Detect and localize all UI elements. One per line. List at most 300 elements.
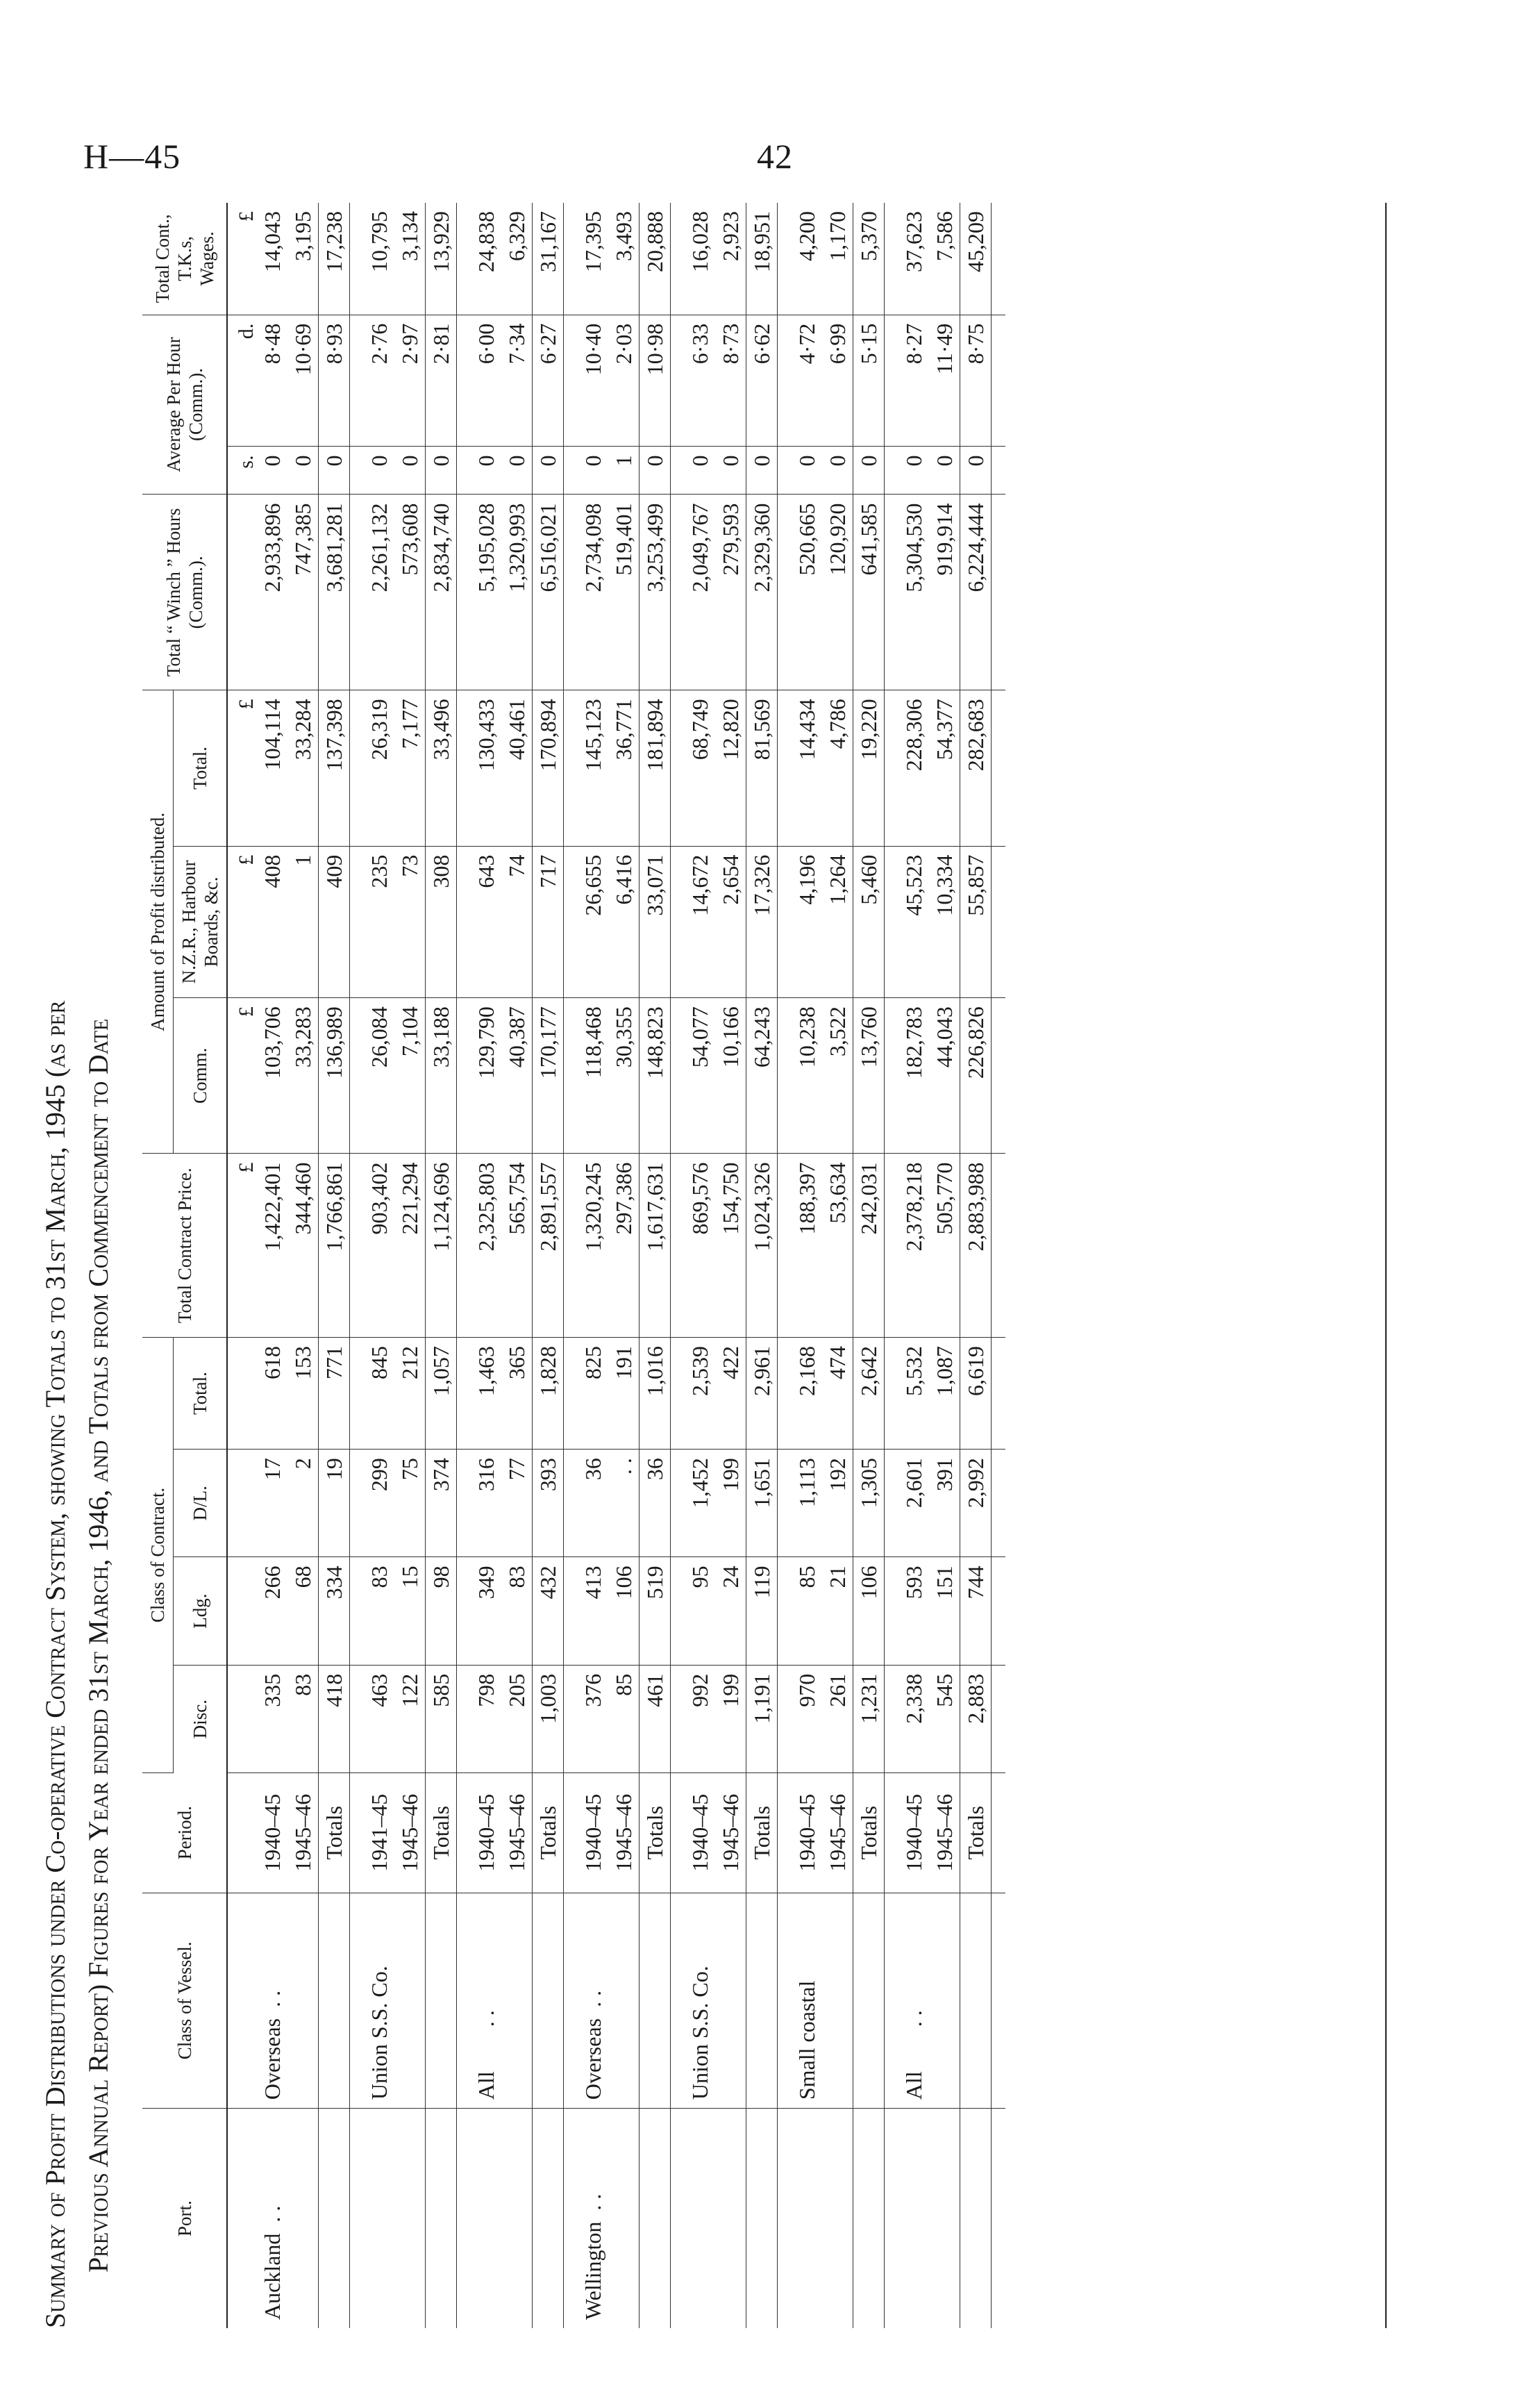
cell-d: 7·34: [501, 315, 533, 447]
cell-tks: 3,195: [287, 203, 319, 315]
row-spacer: [564, 203, 578, 2328]
cell-ldg: 106: [608, 1557, 639, 1665]
cell-period: 1940–45: [792, 1773, 822, 1893]
cell-dl: 316: [471, 1450, 501, 1557]
table-row: [287, 203, 319, 2328]
cell-s: 0: [960, 447, 992, 495]
cell-disc: 85: [608, 1665, 639, 1772]
cell-vessel: Union S.S. Co.: [685, 1893, 715, 2109]
empty-cell: [715, 1893, 746, 2109]
cell-ldg: 593: [898, 1557, 929, 1665]
totals-row: [746, 203, 778, 2328]
cell-nzr: 1: [287, 846, 319, 998]
cell-pt: 7,177: [394, 690, 426, 846]
cell-disc: 461: [639, 1665, 671, 1772]
cell-winch: 6,224,444: [960, 495, 992, 690]
cell-d: 2·81: [426, 315, 457, 447]
cell-comm: 40,387: [501, 998, 533, 1154]
cell-nzr: 308: [426, 846, 457, 998]
empty-cell: [394, 2109, 426, 2328]
col-average-per-hour: Average Per Hour (Comm.).: [142, 315, 227, 495]
cell-period: 1945–46: [715, 1773, 746, 1893]
cell-disc: 122: [394, 1665, 426, 1772]
cell-ct: 618: [257, 1338, 287, 1450]
cell-price: 1,320,245: [578, 1154, 608, 1338]
vessel-label: Overseas: [580, 2018, 605, 2100]
cell-period: Totals: [639, 1773, 671, 1893]
table-row: [929, 203, 960, 2328]
cell-s: 0: [746, 447, 778, 495]
row-spacer: [778, 203, 792, 2328]
col-profit-total: Total.: [174, 690, 228, 846]
cell-s: 0: [394, 447, 426, 495]
cell-ldg: 432: [533, 1557, 564, 1665]
cell-price: 1,766,861: [319, 1154, 350, 1338]
cell-pt: 145,123: [578, 690, 608, 846]
empty-cell: [960, 1893, 992, 2109]
empty-cell: [501, 1893, 533, 2109]
cell-pt: 26,319: [364, 690, 394, 846]
cell-price: 221,294: [394, 1154, 426, 1338]
cell-tks: 13,929: [426, 203, 457, 315]
cell-ldg: 83: [501, 1557, 533, 1665]
cell-disc: 992: [685, 1665, 715, 1772]
cell-d: 4·72: [792, 315, 822, 447]
cell-pt: 282,683: [960, 690, 992, 846]
table-row: [685, 203, 715, 2328]
cell-s: 0: [287, 447, 319, 495]
cell-ct: 845: [364, 1338, 394, 1450]
cell-price: 2,378,218: [898, 1154, 929, 1338]
cell-period: Totals: [426, 1773, 457, 1893]
totals-row: [319, 203, 350, 2328]
cell-nzr: 643: [471, 846, 501, 998]
cell-dl: 19: [319, 1450, 350, 1557]
cell-comm: 10,238: [792, 998, 822, 1154]
cell-pt: 36,771: [608, 690, 639, 846]
cell-s: 0: [533, 447, 564, 495]
cell-pt: 19,220: [853, 690, 885, 846]
cell-vessel: [898, 1893, 929, 2109]
cell-s: 0: [319, 447, 350, 495]
empty-cell: [792, 2109, 822, 2328]
cell-winch: 2,734,098: [578, 495, 608, 690]
cell-winch: 2,329,360: [746, 495, 778, 690]
col-period: Period.: [142, 1773, 227, 1893]
cell-disc: 585: [426, 1665, 457, 1772]
cell-ldg: 95: [685, 1557, 715, 1665]
table-row: [898, 203, 929, 2328]
cell-nzr: 10,334: [929, 846, 960, 998]
empty-cell: [471, 2109, 501, 2328]
cell-price: 1,617,631: [639, 1154, 671, 1338]
cell-d: 10·40: [578, 315, 608, 447]
cell-ldg: 24: [715, 1557, 746, 1665]
cell-nzr: 14,672: [685, 846, 715, 998]
table-row: [257, 203, 287, 2328]
cell-ldg: 85: [792, 1557, 822, 1665]
cell-ct: 825: [578, 1338, 608, 1450]
cell-period: 1940–45: [471, 1773, 501, 1893]
cell-pt: 104,114: [257, 690, 287, 846]
cell-price: 505,770: [929, 1154, 960, 1338]
cell-tks: 17,238: [319, 203, 350, 315]
cell-dl: 1,651: [746, 1450, 778, 1557]
cell-s: 0: [364, 447, 394, 495]
cell-period: 1940–45: [578, 1773, 608, 1893]
cell-dl: 17: [257, 1450, 287, 1557]
empty-cell: [533, 2109, 564, 2328]
cell-price: 2,883,988: [960, 1154, 992, 1338]
cell-d: 6·33: [685, 315, 715, 447]
cell-price: 1,422,401: [257, 1154, 287, 1338]
cell-ct: 1,828: [533, 1338, 564, 1450]
cell-period: Totals: [960, 1773, 992, 1893]
cell-tks: 2,923: [715, 203, 746, 315]
cell-pt: 33,284: [287, 690, 319, 846]
cell-ct: 5,532: [898, 1338, 929, 1450]
empty-cell: [639, 2109, 671, 2328]
cell-vessel: Small coastal: [792, 1893, 822, 2109]
cell-nzr: 26,655: [578, 846, 608, 998]
profit-distribution-table: [142, 203, 1005, 2328]
cell-dl: 192: [822, 1450, 853, 1557]
cell-s: 0: [715, 447, 746, 495]
cell-ct: 474: [822, 1338, 853, 1450]
cell-period: 1940–45: [257, 1773, 287, 1893]
cell-d: 2·97: [394, 315, 426, 447]
cell-ct: 365: [501, 1338, 533, 1450]
cell-d: 2·76: [364, 315, 394, 447]
col-disc: Disc.: [174, 1665, 228, 1772]
empty-cell: [685, 2109, 715, 2328]
cell-ldg: 413: [578, 1557, 608, 1665]
cell-nzr: 408: [257, 846, 287, 998]
cell-dl: 77: [501, 1450, 533, 1557]
cell-ct: 1,087: [929, 1338, 960, 1450]
cell-winch: 6,516,021: [533, 495, 564, 690]
cell-pt: 181,894: [639, 690, 671, 846]
cell-ct: 2,539: [685, 1338, 715, 1450]
cell-comm: 182,783: [898, 998, 929, 1154]
cell-dl: 1,305: [853, 1450, 885, 1557]
unit-shillings: s.: [227, 447, 257, 495]
cell-nzr: 55,857: [960, 846, 992, 998]
cell-period: Totals: [533, 1773, 564, 1893]
empty-cell: [608, 2109, 639, 2328]
row-spacer: [671, 203, 685, 2328]
col-vessel: Class of Vessel.: [142, 1893, 227, 2109]
cell-period: 1941–45: [364, 1773, 394, 1893]
vessel-leader-dots: . .: [901, 2010, 926, 2072]
cell-nzr: 74: [501, 846, 533, 998]
cell-tks: 20,888: [639, 203, 671, 315]
cell-ct: 153: [287, 1338, 319, 1450]
cell-tks: 31,167: [533, 203, 564, 315]
cell-period: Totals: [746, 1773, 778, 1893]
empty-cell: [426, 2109, 457, 2328]
cell-s: 0: [792, 447, 822, 495]
cell-disc: 261: [822, 1665, 853, 1772]
cell-winch: 2,834,740: [426, 495, 457, 690]
cell-comm: 33,283: [287, 998, 319, 1154]
cell-d: 8·27: [898, 315, 929, 447]
table-row: [608, 203, 639, 2328]
cell-comm: 26,084: [364, 998, 394, 1154]
cell-pt: 228,306: [898, 690, 929, 846]
unit-pound: £: [227, 846, 257, 998]
cell-pt: 170,894: [533, 690, 564, 846]
cell-tks: 16,028: [685, 203, 715, 315]
cell-pt: 4,786: [822, 690, 853, 846]
empty-cell: [364, 2109, 394, 2328]
cell-tks: 10,795: [364, 203, 394, 315]
cell-comm: 64,243: [746, 998, 778, 1154]
cell-dl: 299: [364, 1450, 394, 1557]
cell-dl: 199: [715, 1450, 746, 1557]
cell-ldg: 21: [822, 1557, 853, 1665]
cell-price: 869,576: [685, 1154, 715, 1338]
cell-tks: 3,493: [608, 203, 639, 315]
cell-ct: 1,463: [471, 1338, 501, 1450]
cell-disc: 1,231: [853, 1665, 885, 1772]
cell-ldg: 349: [471, 1557, 501, 1665]
port-label: Wellington: [580, 2221, 605, 2320]
cell-dl: 374: [426, 1450, 457, 1557]
cell-s: 0: [685, 447, 715, 495]
cell-ldg: 98: [426, 1557, 457, 1665]
cell-comm: 7,104: [394, 998, 426, 1154]
cell-comm: 3,522: [822, 998, 853, 1154]
cell-tks: 17,395: [578, 203, 608, 315]
cell-s: 0: [578, 447, 608, 495]
cell-ct: 2,642: [853, 1338, 885, 1450]
cell-nzr: 2,654: [715, 846, 746, 998]
cell-ldg: 68: [287, 1557, 319, 1665]
cell-dl: . .: [608, 1450, 639, 1557]
cell-s: 0: [929, 447, 960, 495]
col-group-profit: Amount of Profit distributed.: [142, 690, 174, 1154]
vessel-label: All: [901, 2071, 926, 2100]
cell-price: 53,634: [822, 1154, 853, 1338]
port-leader-dots: . .: [260, 2205, 285, 2234]
cell-nzr: 73: [394, 846, 426, 998]
cell-tks: 4,200: [792, 203, 822, 315]
cell-winch: 919,914: [929, 495, 960, 690]
cell-nzr: 5,460: [853, 846, 885, 998]
cell-ct: 1,016: [639, 1338, 671, 1450]
table-row: [792, 203, 822, 2328]
empty-cell: [394, 1893, 426, 2109]
cell-disc: 376: [578, 1665, 608, 1772]
cell-comm: 103,706: [257, 998, 287, 1154]
col-comm: Comm.: [174, 998, 228, 1154]
cell-comm: 54,077: [685, 998, 715, 1154]
cell-dl: 75: [394, 1450, 426, 1557]
cell-ldg: 519: [639, 1557, 671, 1665]
table-bottom-rule: [1385, 203, 1387, 2328]
cell-price: 1,024,326: [746, 1154, 778, 1338]
cell-s: 0: [257, 447, 287, 495]
cell-price: 297,386: [608, 1154, 639, 1338]
cell-period: 1945–46: [287, 1773, 319, 1893]
cell-winch: 5,304,530: [898, 495, 929, 690]
cell-d: 8·75: [960, 315, 992, 447]
cell-port: [257, 2109, 287, 2328]
cell-price: 1,124,696: [426, 1154, 457, 1338]
cell-price: 242,031: [853, 1154, 885, 1338]
cell-winch: 519,401: [608, 495, 639, 690]
cell-s: 0: [853, 447, 885, 495]
col-contract-price: Total Contract Price.: [142, 1154, 227, 1338]
vessel-leader-dots: . .: [260, 1990, 285, 2018]
cell-ldg: 744: [960, 1557, 992, 1665]
cell-period: 1945–46: [394, 1773, 426, 1893]
empty-cell: [533, 1893, 564, 2109]
table-row: [715, 203, 746, 2328]
cell-s: 0: [471, 447, 501, 495]
cell-ct: 212: [394, 1338, 426, 1450]
empty-cell: [853, 1893, 885, 2109]
row-spacer: [885, 203, 899, 2328]
cell-ct: 771: [319, 1338, 350, 1450]
cell-d: 5·15: [853, 315, 885, 447]
cell-ct: 6,619: [960, 1338, 992, 1450]
cell-winch: 573,608: [394, 495, 426, 690]
cell-d: 6·99: [822, 315, 853, 447]
cell-pt: 130,433: [471, 690, 501, 846]
cell-nzr: 1,264: [822, 846, 853, 998]
col-ldg: Ldg.: [174, 1557, 228, 1665]
empty-cell: [501, 2109, 533, 2328]
cell-s: 1: [608, 447, 639, 495]
cell-comm: 44,043: [929, 998, 960, 1154]
cell-disc: 2,338: [898, 1665, 929, 1772]
cell-ldg: 334: [319, 1557, 350, 1665]
cell-winch: 279,593: [715, 495, 746, 690]
cell-winch: 5,195,028: [471, 495, 501, 690]
cell-pt: 12,820: [715, 690, 746, 846]
cell-nzr: 45,523: [898, 846, 929, 998]
cell-comm: 136,989: [319, 998, 350, 1154]
row-spacer: [992, 203, 1006, 2328]
unit-pound: £: [227, 690, 257, 846]
cell-d: 8·48: [257, 315, 287, 447]
cell-vessel: [257, 1893, 287, 2109]
cell-winch: 2,049,767: [685, 495, 715, 690]
cell-s: 0: [426, 447, 457, 495]
cell-dl: 2,992: [960, 1450, 992, 1557]
empty-cell: [608, 1893, 639, 2109]
empty-cell: [319, 1893, 350, 2109]
col-dl: D/L.: [174, 1450, 228, 1557]
cell-s: 0: [822, 447, 853, 495]
vessel-label: All: [474, 2071, 499, 2100]
cell-disc: 2,883: [960, 1665, 992, 1772]
table-title-line-2: Previous Annual Report) Figures for Year ended 31st March, 1946, and Totals from Commencement to Date: [83, 1018, 114, 2273]
unit-pound: £: [227, 1154, 257, 1338]
totals-row: [533, 203, 564, 2328]
cell-dl: 2,601: [898, 1450, 929, 1557]
cell-price: 154,750: [715, 1154, 746, 1338]
table-row: [822, 203, 853, 2328]
col-port: Port.: [142, 2109, 227, 2328]
cell-ct: 2,961: [746, 1338, 778, 1450]
empty-cell: [639, 1893, 671, 2109]
empty-cell: [929, 1893, 960, 2109]
cell-d: 6·27: [533, 315, 564, 447]
col-class-total: Total.: [174, 1338, 228, 1450]
cell-tks: 6,329: [501, 203, 533, 315]
cell-dl: 393: [533, 1450, 564, 1557]
cell-tks: 45,209: [960, 203, 992, 315]
cell-port: [578, 2109, 608, 2328]
cell-tks: 24,838: [471, 203, 501, 315]
cell-nzr: 6,416: [608, 846, 639, 998]
cell-ldg: 106: [853, 1557, 885, 1665]
cell-period: 1945–46: [501, 1773, 533, 1893]
cell-nzr: 33,071: [639, 846, 671, 998]
row-spacer: [350, 203, 365, 2328]
cell-ct: 2,168: [792, 1338, 822, 1450]
cell-pt: 81,569: [746, 690, 778, 846]
cell-price: 2,891,557: [533, 1154, 564, 1338]
totals-row: [960, 203, 992, 2328]
cell-winch: 2,261,132: [364, 495, 394, 690]
cell-comm: 13,760: [853, 998, 885, 1154]
cell-disc: 463: [364, 1665, 394, 1772]
cell-ldg: 119: [746, 1557, 778, 1665]
cell-disc: 335: [257, 1665, 287, 1772]
cell-ldg: 15: [394, 1557, 426, 1665]
cell-ct: 191: [608, 1338, 639, 1450]
rotated-table-page: [0, 203, 1396, 2328]
cell-winch: 1,320,993: [501, 495, 533, 690]
table-row: [364, 203, 394, 2328]
cell-pt: 54,377: [929, 690, 960, 846]
port-leader-dots: . .: [580, 2193, 605, 2222]
cell-disc: 418: [319, 1665, 350, 1772]
cell-price: 903,402: [364, 1154, 394, 1338]
cell-d: 6·00: [471, 315, 501, 447]
cell-winch: 2,933,896: [257, 495, 287, 690]
empty-cell: [898, 2109, 929, 2328]
cell-comm: 226,826: [960, 998, 992, 1154]
empty-cell: [715, 2109, 746, 2328]
cell-tks: 7,586: [929, 203, 960, 315]
cell-disc: 199: [715, 1665, 746, 1772]
cell-winch: 520,665: [792, 495, 822, 690]
cell-winch: 3,681,281: [319, 495, 350, 690]
cell-period: 1940–45: [898, 1773, 929, 1893]
cell-pt: 33,496: [426, 690, 457, 846]
cell-period: Totals: [853, 1773, 885, 1893]
cell-winch: 641,585: [853, 495, 885, 690]
table-title-line-1: Summary of Profit Distributions under Co-operative Contract System, showing Totals to 31st March, 1945 (as per: [40, 1000, 71, 2328]
cell-tks: 14,043: [257, 203, 287, 315]
col-group-class-of-contract: Class of Contract.: [142, 1338, 174, 1773]
units-row: [227, 203, 257, 2328]
cell-ldg: 151: [929, 1557, 960, 1665]
cell-s: 0: [501, 447, 533, 495]
cell-tks: 37,623: [898, 203, 929, 315]
cell-pt: 68,749: [685, 690, 715, 846]
cell-vessel: [471, 1893, 501, 2109]
cell-nzr: 17,326: [746, 846, 778, 998]
empty-cell: [960, 2109, 992, 2328]
empty-cell: [746, 1893, 778, 2109]
unit-pound: £: [227, 203, 257, 315]
